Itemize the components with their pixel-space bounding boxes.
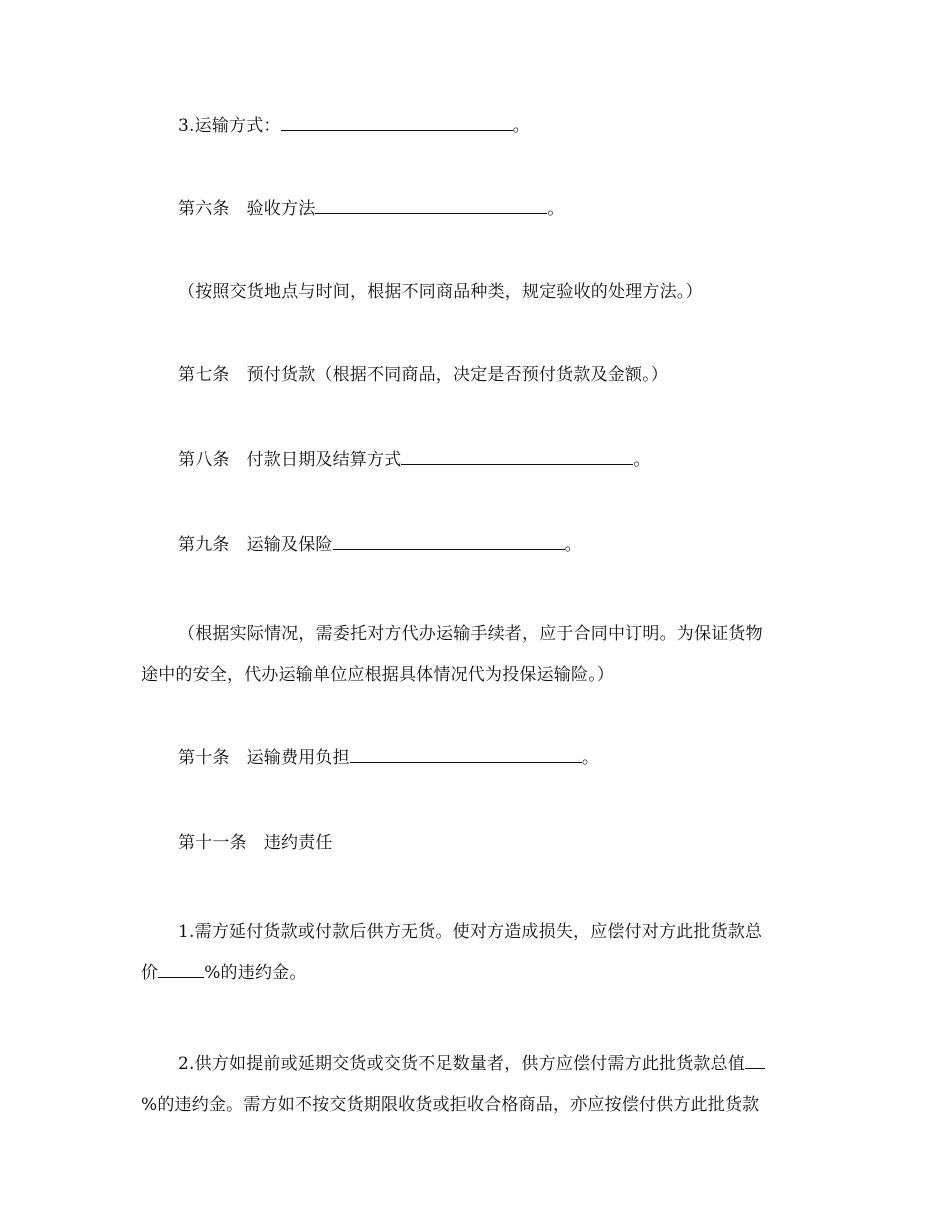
clause-1-line-2 bbox=[141, 953, 813, 994]
clause-1-price-label: 价 bbox=[141, 963, 159, 983]
article-10-blank bbox=[350, 746, 582, 763]
article-9-note bbox=[141, 614, 813, 696]
article-11-number: 第十一条 bbox=[178, 833, 247, 853]
article-9-blank bbox=[333, 533, 565, 550]
transport-method-suffix: 。 bbox=[512, 116, 530, 136]
article-10-paragraph bbox=[141, 738, 813, 779]
article-9-paragraph bbox=[141, 525, 813, 566]
clause-1-paragraph bbox=[141, 912, 813, 994]
clause-2-percent-blank bbox=[745, 1052, 765, 1069]
clause-2-line-1-text: 2.供方如提前或延期交货或交货不足数量者，供方应偿付需方此批货款总值 bbox=[178, 1054, 746, 1074]
article-7-title: 预付货款（根据不同商品，决定是否预付货款及金额。） bbox=[246, 365, 669, 385]
article-6-title: 验收方法 bbox=[246, 199, 316, 219]
transport-method-paragraph bbox=[141, 106, 813, 147]
article-10-title: 运输费用负担 bbox=[246, 748, 350, 768]
article-10-suffix: 。 bbox=[581, 748, 600, 768]
article-8-number: 第八条 bbox=[178, 450, 230, 470]
article-6-paragraph bbox=[141, 189, 813, 230]
article-10-number: 第十条 bbox=[178, 748, 230, 768]
article-9-note-line-1: （根据实际情况，需委托对方代办运输手续者，应于合同中订明。为保证货物 bbox=[178, 624, 763, 644]
article-8-paragraph bbox=[141, 440, 813, 481]
article-9-note-line-2: 途中的安全，代办运输单位应根据具体情况代为投保运输险。） bbox=[141, 665, 615, 685]
article-7-paragraph bbox=[141, 355, 813, 396]
clause-2-paragraph bbox=[141, 1044, 813, 1126]
article-11-heading bbox=[141, 823, 813, 864]
article-7-number: 第七条 bbox=[178, 365, 230, 385]
clause-2-line-1 bbox=[141, 1044, 813, 1085]
article-6-suffix: 。 bbox=[547, 199, 565, 219]
article-9-suffix: 。 bbox=[564, 535, 582, 555]
clause-1-line-1: 1.需方延付货款或付款后供方无货。使对方造成损失，应偿付对方此批货款总 bbox=[178, 922, 763, 942]
article-8-title: 付款日期及结算方式 bbox=[246, 450, 402, 470]
article-6-number: 第六条 bbox=[178, 199, 230, 219]
article-9-number: 第九条 bbox=[178, 535, 230, 555]
clause-1-penalty-text: %的违约金。 bbox=[204, 963, 307, 983]
article-9-title: 运输及保险 bbox=[246, 535, 333, 555]
article-6-note: （按照交货地点与时间，根据不同商品种类，规定验收的处理方法。） bbox=[178, 282, 703, 302]
transport-method-blank bbox=[281, 114, 513, 131]
article-11-title: 违约责任 bbox=[263, 833, 333, 853]
clause-2-line-2: %的违约金。需方如不按交货期限收货或拒收合格商品，亦应按偿付供方此批货款 bbox=[141, 1095, 760, 1115]
article-8-blank bbox=[401, 448, 633, 465]
transport-method-label: 3.运输方式： bbox=[178, 116, 281, 136]
article-8-suffix: 。 bbox=[633, 450, 651, 470]
clause-1-percent-blank bbox=[158, 961, 204, 978]
article-6-blank bbox=[315, 197, 547, 214]
